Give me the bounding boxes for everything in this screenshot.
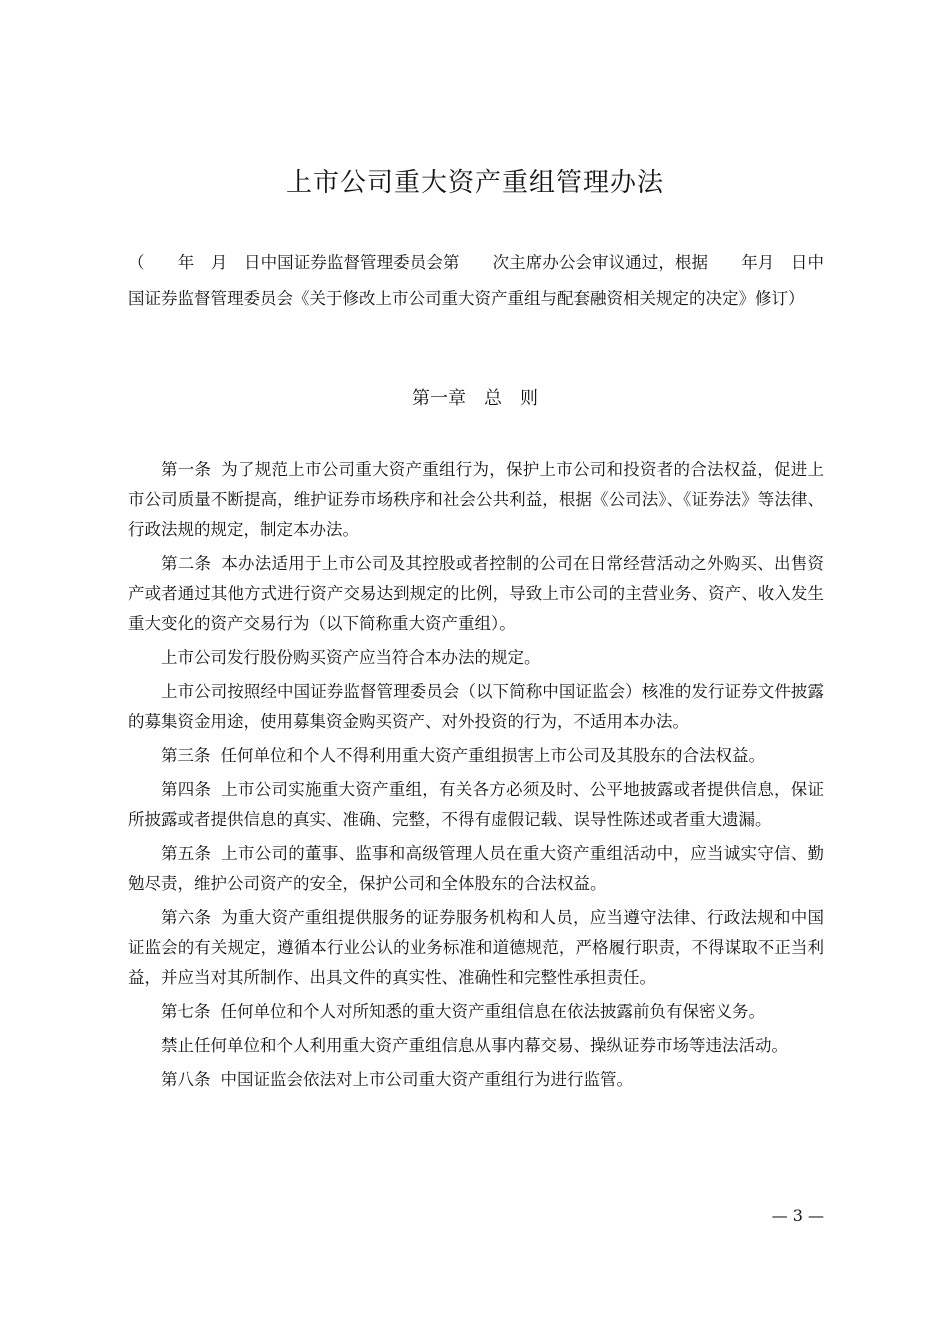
paragraph-text: 上市公司的董事、监事和高级管理人员在重大资产重组活动中，应当诚实守信、勤勉尽责，维护公司资产的安全，保护公司和全体股东的合法权益。 — [128, 844, 824, 893]
chapter-heading: 第一章 总 则 — [412, 388, 538, 409]
article-number: 第四条 — [161, 780, 212, 799]
article-number: 第二条 — [161, 554, 212, 573]
article-number: 第一条 — [161, 460, 212, 479]
article-number: 第三条 — [161, 746, 211, 765]
document-title: 上市公司重大资产重组管理办法 — [285, 168, 664, 198]
paragraph-article-8 — [128, 1065, 824, 1095]
paragraph-article-2 — [128, 549, 824, 639]
paragraph-text: 上市公司按照经中国证券监督管理委员会（以下简称中国证监会）核准的发行证券文件披露的募集资金用途，使用募集资金购买资产、对外投资的行为，不适用本办法。 — [128, 682, 824, 731]
paragraph-text: 任何单位和个人不得利用重大资产重组损害上市公司及其股东的合法权益。 — [220, 746, 765, 765]
paragraph-article-7 — [128, 997, 824, 1027]
paragraph-text: 任何单位和个人对所知悉的重大资产重组信息在依法披露前负有保密义务。 — [220, 1002, 765, 1021]
page-number: — 3 — — [771, 1206, 824, 1225]
article-number: 第五条 — [161, 844, 212, 863]
paragraph-article-6 — [128, 903, 824, 993]
paragraph-text: 本办法适用于上市公司及其控股或者控制的公司在日常经营活动之外购买、出售资产或者通过其他方式进行资产交易达到规定的比例，导致上市公司的主营业务、资产、收入发生重大变化的资产交易行为（以下简称重大资产重组）。 — [128, 554, 824, 633]
paragraph-continuation — [128, 677, 824, 737]
article-number: 第七条 — [161, 1002, 211, 1021]
paragraph-article-1 — [128, 455, 824, 545]
paragraph-text: 禁止任何单位和个人利用重大资产重组信息从事内幕交易、操纵证券市场等违法活动。 — [161, 1036, 788, 1055]
article-number: 第八条 — [161, 1070, 211, 1089]
paragraph-text: 为了规范上市公司重大资产重组行为，保护上市公司和投资者的合法权益，促进上市公司质量不断提高，维护证券市场秩序和社会公共利益，根据《公司法》、《证券法》等法律、行政法规的规定，制定本办法。 — [128, 460, 824, 539]
paragraph-continuation — [128, 1031, 824, 1061]
paragraph-article-3 — [128, 741, 824, 771]
article-number: 第六条 — [161, 908, 212, 927]
paragraph-article-5 — [128, 839, 824, 899]
paragraph-text: 上市公司实施重大资产重组，有关各方必须及时、公平地披露或者提供信息，保证所披露或者提供信息的真实、准确、完整，不得有虚假记载、误导性陈述或者重大遗漏。 — [128, 780, 824, 829]
paragraph-text: 为重大资产重组提供服务的证券服务机构和人员，应当遵守法律、行政法规和中国证监会的有关规定，遵循本行业公认的业务标准和道德规范，严格履行职责，不得谋取不正当利益，并应当对其所制作、出具文件的真实性、准确性和完整性承担责任。 — [128, 908, 824, 987]
paragraph-continuation — [128, 643, 824, 673]
adoption-note: （ 年 月 日中国证券监督管理委员会第 次主席办公会审议通过，根据 年月 日中国证券监督管理委员会《关于修改上市公司重大资产重组与配套融资相关规定的决定》修订） — [128, 253, 824, 308]
paragraph-text: 中国证监会依法对上市公司重大资产重组行为进行监管。 — [220, 1070, 633, 1089]
paragraph-article-4 — [128, 775, 824, 835]
paragraph-text: 上市公司发行股份购买资产应当符合本办法的规定。 — [161, 648, 541, 667]
document-body — [128, 455, 824, 1099]
